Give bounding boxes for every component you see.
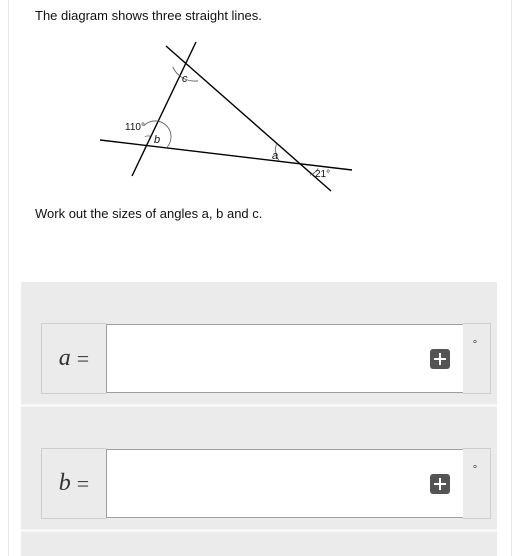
plus-square-icon[interactable] [430, 349, 450, 369]
variable-b: b [58, 470, 71, 496]
answer-row-b [21, 407, 497, 529]
label-b: b [154, 134, 161, 146]
equals-sign: = [76, 345, 90, 371]
answer-label-a [41, 323, 106, 394]
answer-row-a [21, 282, 497, 404]
instruction-text [35, 206, 262, 221]
answer-label-b [41, 448, 106, 519]
instruction: Work out the sizes of angles a, b and c. [35, 206, 263, 221]
label-21: 21° [315, 169, 331, 180]
plus-square-icon[interactable] [430, 474, 450, 494]
label-c: c [182, 73, 188, 85]
line-1 [132, 42, 196, 176]
degree-unit: ° [473, 464, 477, 475]
line-2 [100, 140, 352, 170]
degree-unit: ° [473, 339, 477, 350]
row-divider [21, 529, 497, 532]
answer-input-b-controls [106, 449, 464, 518]
angle-110-arc [145, 136, 151, 137]
question-text: The diagram shows three straight lines. [35, 8, 262, 23]
answer-area [21, 282, 497, 556]
line-3 [166, 46, 331, 191]
equals-sign: = [76, 470, 90, 496]
label-110: 110° [125, 122, 145, 133]
variable-a: a [58, 345, 71, 371]
three-lines-diagram [0, 0, 518, 200]
answer-input-a-controls [106, 324, 464, 393]
unit-box-a [463, 323, 491, 394]
label-a: a [272, 150, 279, 162]
unit-box-b [463, 448, 491, 519]
